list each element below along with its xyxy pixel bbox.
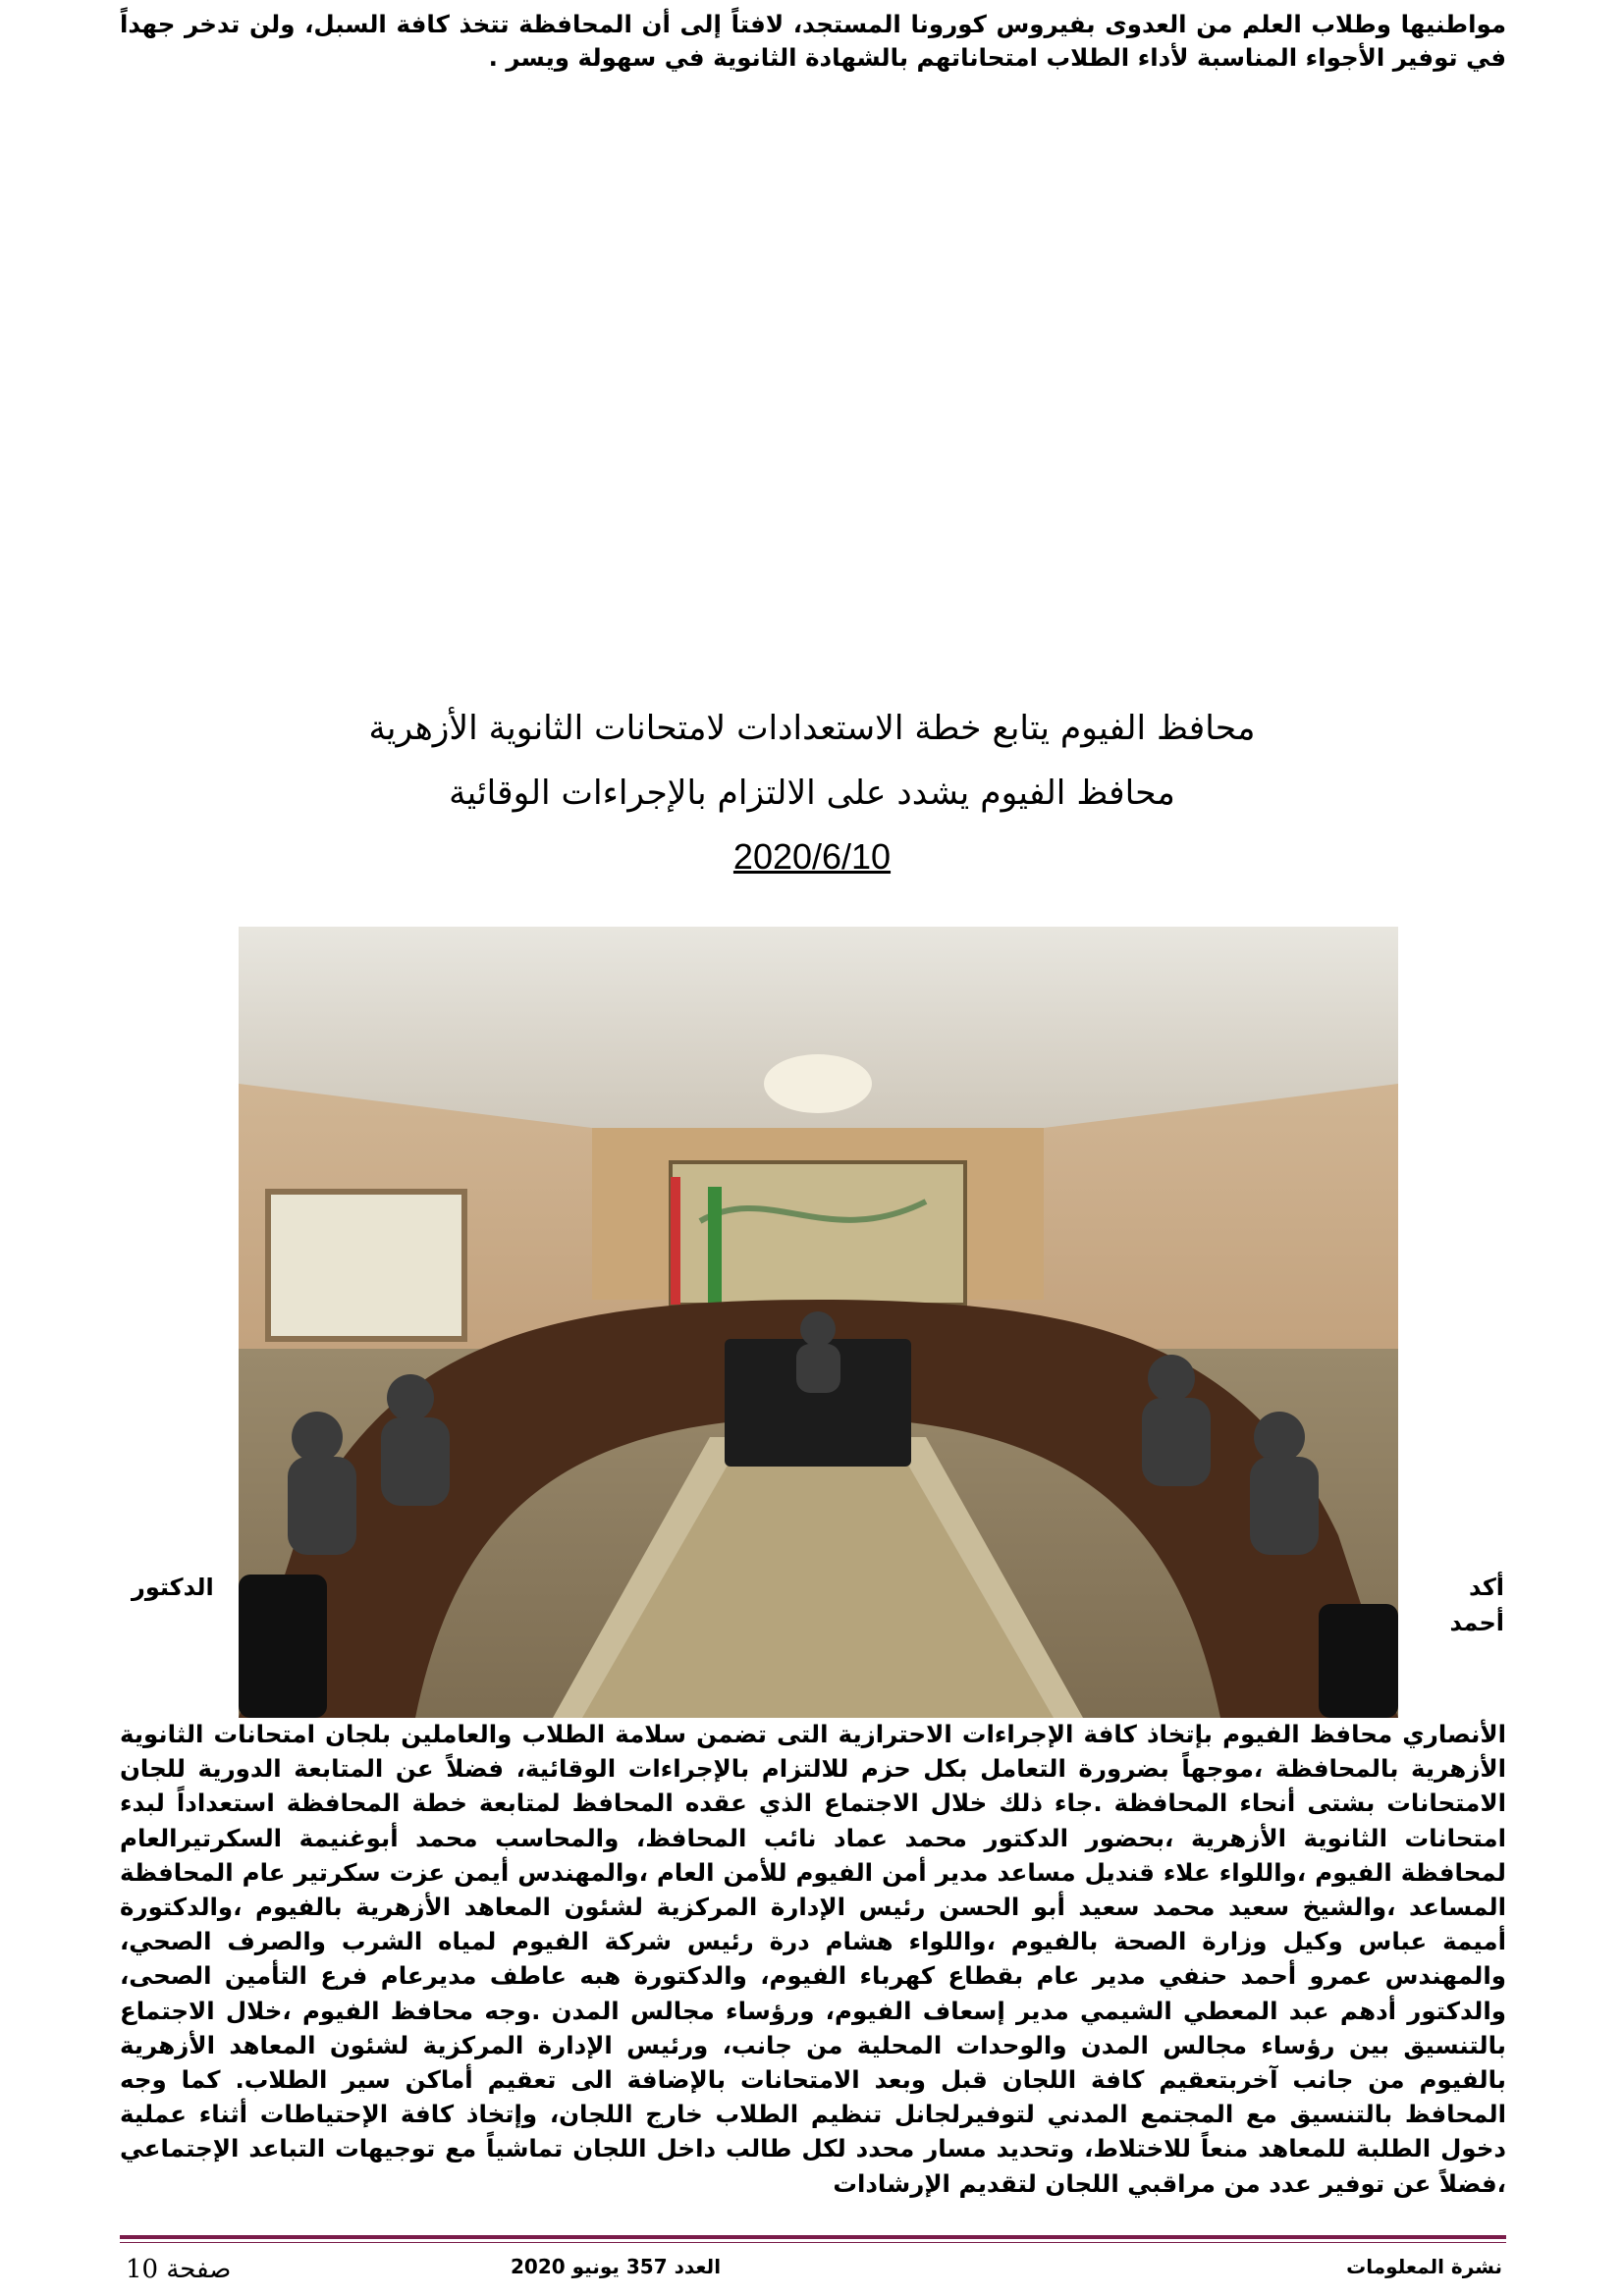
article-body: الأنصاري محافظ الفيوم بإتخاذ كافة الإجراءات الاحترازية التى تضمن سلامة الطلاب والعاملين بلجان امتحانات الثانوية الأزهرية بالمحافظة ،موجهاً بضرورة التعامل بكل حزم للالتزام بالإجراءات الوقائية، فضلاً عن المتابعة الدورية للجان الامتحانات بشتى أنحاء المحافظة .جاء ذلك خلال الاجتماع الذي عقده المحافظ لمتابعة خطة المحافظة استعداداً لبدء امتحانات الثانوية الأزهرية ،بحضور الدكتور محمد عماد نائب المحافظ، والمحاسب محمد أبوغنيمة السكرتيرالعام لمحافظة الفيوم ،واللواء علاء قنديل مساعد مدير أمن الفيوم للأمن العام ،والمهندس أيمن عزت سكرتير عام المحافظة المساعد ،والشيخ سعيد محمد سعيد أبو الحسن رئيس الإدارة المركزية لشئون المعاهد الأزهرية بالفيوم ،والدكتورة أميمة عباس وكيل وزارة الصحة بالفيوم ،واللواء هشام درة رئيس شركة الفيوم لمياه الشرب والصرف الصحي، والمهندس عمرو أحمد حنفي مدير عام بقطاع كهرباء الفيوم، والدكتورة هبه عاطف مديرعام فرع التأمين الصحى، والدكتور أدهم عبد المعطي الشيمي مدير إسعاف الفيوم، ورؤساء مجالس المدن .وجه محافظ الفيوم ،خلال الاجتماع بالتنسيق بين رؤساء مجالس المدن والوحدات المحلية من جانب، ورئيس الإدارة المركزية لشئون المعاهد الأزهرية بالفيوم من جانب آخربتعقيم كافة اللجان قبل وبعد الامتحانات بالإضافة الى تعقيم أماكن سير الطلاب. كما وجه المحافظ بالتنسيق مع المجتمع المدني لتوفيرلجانل تنظيم الطلاب خارج اللجان، وإتخاذ كافة الإحتياطات أثناء عملية دخول الطلبة للمعاهد منعاً للاختلاط، وتحديد مسار محدد لكل طالب داخل اللجان تماشياً مع توجيهات التباعد الإجتماعي ،فضلاً عن توفير عدد من مراقبي اللجان لتقديم الإرشادات <box>120 1720 1506 2198</box>
article-subheadline: محافظ الفيوم يشدد على الالتزام بالإجراءات الوقائية <box>449 774 1175 813</box>
footer-publication: نشرة المعلومات <box>1346 2255 1502 2278</box>
wrapped-word-right-1: أكد <box>1468 1574 1504 1601</box>
meeting-photo <box>239 927 1398 1718</box>
footer-rule <box>120 2235 1506 2239</box>
footer-rule-thin <box>120 2242 1506 2243</box>
wrapped-word-right-2: أحمد <box>1449 1609 1504 1636</box>
article-date: 2020/6/10 <box>732 836 892 877</box>
wrapped-word-left: الدكتور <box>132 1574 214 1601</box>
footer-page-number: صفحة 10 <box>126 2255 232 2284</box>
top-paragraph: مواطنيها وطلاب العلم من العدوى بفيروس كورونا المستجد، لافتاً إلى أن المحافظة تتخذ كافة السبل، ولن تدخر جهداً في توفير الأجواء المناسبة لأداء الطلاب امتحاناتهم بالشهادة الثانوية في سهولة ويسر . <box>120 10 1506 72</box>
footer-issue: العدد 357 يونيو 2020 <box>511 2255 722 2278</box>
article-headline: محافظ الفيوم يتابع خطة الاستعدادات لامتحانات الثانوية الأزهرية <box>368 709 1256 748</box>
